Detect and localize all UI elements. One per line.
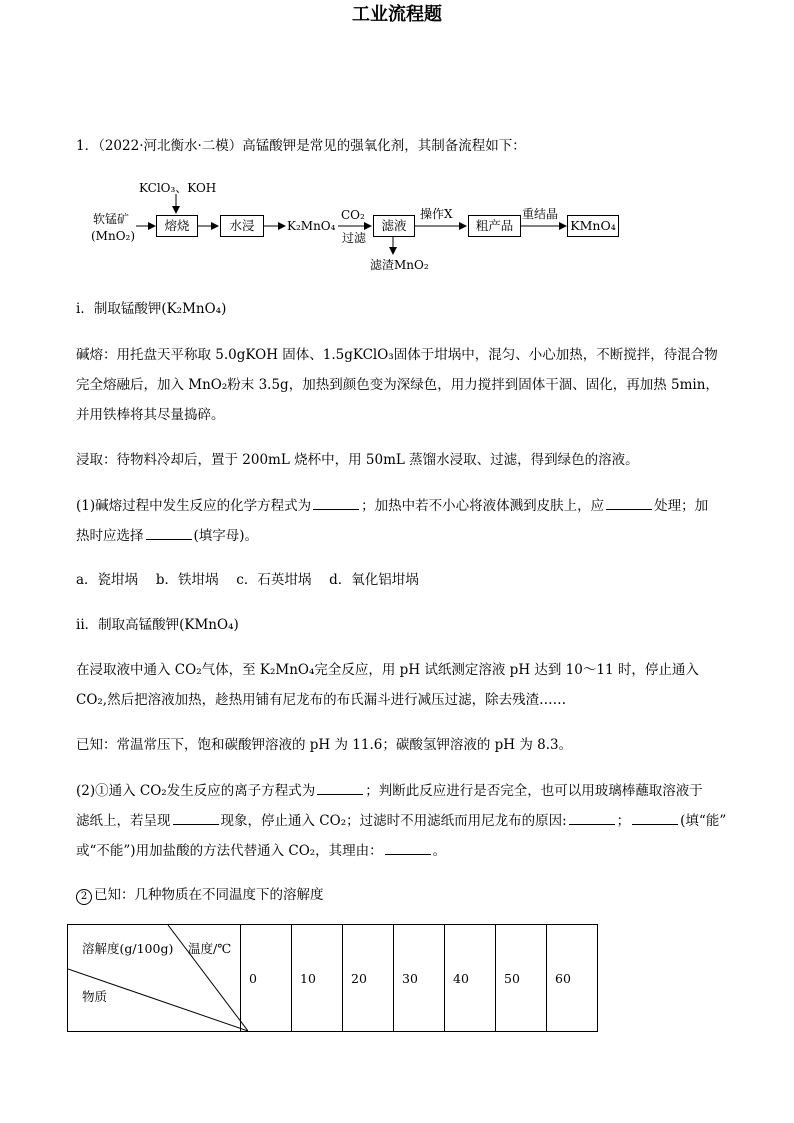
- q1-text-c: 处理；加: [654, 498, 709, 514]
- circled-number: 2: [76, 889, 92, 905]
- q2-2-text: 已知：几种物质在不同温度下的溶解度: [94, 887, 324, 903]
- co2-label: CO₂: [341, 208, 365, 222]
- filter-label: 过滤: [342, 231, 367, 245]
- paragraph-alkali-fusion-line2: 完全熔融后，加入 MnO₂粉末 3.5g，加热到颜色变为深绿色，用力搅拌到固体干涸、固化，再加热 5min，: [76, 377, 719, 393]
- table-cell-temp: 60: [547, 925, 598, 1032]
- table-cell-temp: 30: [394, 925, 445, 1032]
- question-2-part-2: [76, 885, 324, 905]
- section-ii-heading: ii．制取高锰酸钾(KMnO₄): [76, 617, 239, 633]
- q1-text-b: ；加热中若不小心将液体溅到皮肤上，应: [361, 498, 605, 514]
- table-cell-temp: 40: [445, 925, 496, 1032]
- question-2-line2: [76, 810, 726, 831]
- op-x-label: 操作X: [420, 207, 453, 221]
- table-cell-temp: 10: [292, 925, 343, 1032]
- paragraph-leaching: 浸取：待物料冷却后，置于 200mL 烧杯中，用 50mL 蒸馏水浸取、过滤，得到绿色的溶液。: [76, 452, 639, 468]
- answer-blank[interactable]: [632, 810, 678, 825]
- answer-blank[interactable]: [569, 810, 615, 825]
- table-cell-temp: 0: [241, 925, 292, 1032]
- q2-text-c: 滤纸上，若呈现: [76, 813, 171, 829]
- section-i-heading: i．制取锰酸钾(K₂MnO₄): [76, 301, 227, 317]
- step-crude-box: 粗产品: [468, 215, 521, 237]
- step-roast-box: 熔烧: [156, 215, 198, 237]
- solubility-table: [67, 924, 598, 1032]
- paragraph-co2-line2: CO₂,然后把溶液加热，趁热用铺有尼龙布的布氏漏斗进行减压过滤，除去残渣……: [76, 692, 567, 708]
- question-2-line3: [76, 840, 446, 861]
- answer-blank[interactable]: [313, 495, 359, 510]
- answer-blank[interactable]: [173, 810, 219, 825]
- k2mno4-label: K₂MnO₄: [287, 219, 336, 233]
- q2-text-e: ；: [616, 813, 631, 829]
- q1-text-a: (1)碱熔过程中发生反应的化学方程式为: [76, 498, 312, 514]
- q2-text-g: 或“不能”)用加盐酸的方法代替通入 CO₂，其理由：: [76, 843, 383, 859]
- step-kmno4-box: KMnO₄: [567, 215, 619, 237]
- paragraph-known-ph: 已知：常温常压下，饱和碳酸钾溶液的 pH 为 11.6；碳酸氢钾溶液的 pH 为 8.3。: [76, 737, 573, 753]
- q2-text-a: (2)①通入 CO₂发生反应的离子方程式为: [76, 783, 316, 799]
- question-1-intro: 1．（2022·河北衡水·二模）高锰酸钾是常见的强氧化剂，其制备流程如下：: [76, 138, 526, 154]
- recryst-label: 重结晶: [522, 207, 559, 221]
- question-1-line2: [76, 525, 258, 546]
- table-cell-temp: 50: [496, 925, 547, 1032]
- q2-text-h: 。: [432, 843, 447, 859]
- answer-blank[interactable]: [146, 525, 192, 540]
- q1-text-e: (填字母)。: [193, 528, 259, 544]
- q2-text-b: ；判断此反应进行是否完全，也可以用玻璃棒蘸取溶液于: [365, 783, 703, 799]
- question-2-line1: [76, 780, 703, 801]
- page-title: 工业流程题: [352, 4, 442, 25]
- header-substance: 物质: [82, 989, 108, 1004]
- header-solubility: 溶解度(g/100g): [82, 941, 174, 956]
- answer-blank[interactable]: [317, 780, 363, 795]
- paragraph-co2-line1: 在浸取液中通入 CO₂气体，至 K₂MnO₄完全反应，用 pH 试纸测定溶液 pH 达到 10～11 时，停止通入: [76, 662, 699, 678]
- ore-formula: (MnO₂): [91, 229, 136, 243]
- table-cell-temp: 20: [343, 925, 394, 1032]
- ore-label: 软锰矿: [93, 212, 130, 226]
- q2-text-f: (填“能”: [680, 813, 727, 829]
- answer-blank[interactable]: [385, 840, 431, 855]
- reagent-label: KClO₃、KOH: [139, 181, 217, 195]
- table-row: [68, 925, 598, 1032]
- step-filtrate-box: 滤液: [373, 215, 415, 237]
- answer-options: a．瓷坩埚 b．铁坩埚 c．石英坩埚 d．氧化铝坩埚: [76, 572, 419, 588]
- q1-text-d: 热时应选择: [76, 528, 144, 544]
- table-header-diagonal-cell: [68, 925, 241, 1032]
- flow-arrows: [0, 0, 794, 300]
- answer-blank[interactable]: [606, 495, 652, 510]
- header-temperature: 温度/℃: [188, 941, 232, 956]
- q2-text-d: 现象，停止通入 CO₂；过滤时不用滤纸而用尼龙布的原因:: [220, 813, 567, 829]
- paragraph-alkali-fusion-line1: 碱熔：用托盘天平称取 5.0gKOH 固体、1.5gKClO₃固体于坩埚中，混匀、小心加热，不断搅拌，待混合物: [76, 347, 718, 363]
- residue-label: 滤渣MnO₂: [370, 258, 429, 272]
- step-leach-box: 水浸: [220, 215, 264, 237]
- paragraph-alkali-fusion-line3: 并用铁棒将其尽量捣碎。: [76, 407, 225, 423]
- question-1-line1: [76, 495, 708, 516]
